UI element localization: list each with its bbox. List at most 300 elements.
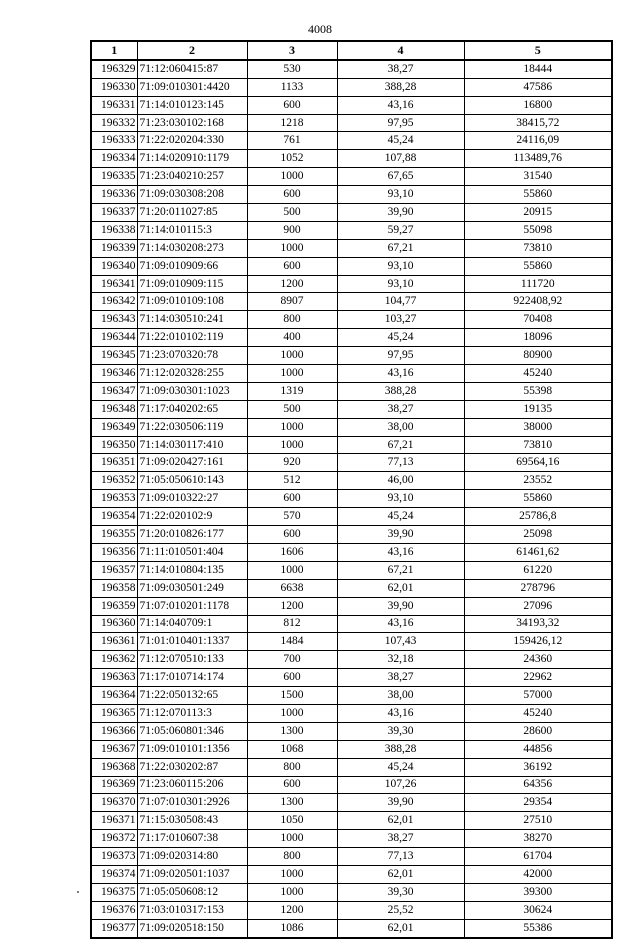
cell-col-5: 55098 — [464, 221, 612, 239]
cell-col-2: 71:14:010804:135 — [137, 561, 247, 579]
cell-col-5: 25786,8 — [464, 508, 612, 526]
cell-col-5: 38415,72 — [464, 114, 612, 132]
cell-col-1: 196361 — [91, 633, 137, 651]
table-row — [91, 543, 612, 561]
cell-col-1: 196356 — [91, 543, 137, 561]
table-row — [91, 347, 612, 365]
cell-col-5: 73810 — [464, 239, 612, 257]
cell-col-4: 388,28 — [337, 78, 464, 96]
cell-col-1: 196354 — [91, 508, 137, 526]
table-row — [91, 454, 612, 472]
cell-col-4: 107,26 — [337, 776, 464, 794]
cell-col-4: 388,28 — [337, 740, 464, 758]
cell-col-4: 39,90 — [337, 526, 464, 544]
cell-col-2: 71:09:020314:80 — [137, 848, 247, 866]
cell-col-1: 196353 — [91, 490, 137, 508]
column-header-4: 4 — [337, 41, 464, 60]
cell-col-2: 71:23:060115:206 — [137, 776, 247, 794]
cell-col-2: 71:09:020427:161 — [137, 454, 247, 472]
table-row — [91, 239, 612, 257]
cell-col-1: 196343 — [91, 311, 137, 329]
cell-col-1: 196368 — [91, 758, 137, 776]
cell-col-4: 97,95 — [337, 347, 464, 365]
cell-col-3: 600 — [247, 186, 337, 204]
cell-col-3: 600 — [247, 257, 337, 275]
cell-col-3: 1200 — [247, 275, 337, 293]
data-table — [90, 40, 613, 939]
cell-col-1: 196360 — [91, 615, 137, 633]
cell-col-3: 1000 — [247, 239, 337, 257]
cell-col-3: 500 — [247, 400, 337, 418]
cell-col-5: 30624 — [464, 901, 612, 919]
column-header-1: 1 — [91, 41, 137, 60]
cell-col-4: 97,95 — [337, 114, 464, 132]
cell-col-5: 47586 — [464, 78, 612, 96]
cell-col-5: 28600 — [464, 722, 612, 740]
cell-col-2: 71:14:030117:410 — [137, 436, 247, 454]
cell-col-1: 196357 — [91, 561, 137, 579]
cell-col-2: 71:17:010607:38 — [137, 830, 247, 848]
cell-col-5: 27096 — [464, 597, 612, 615]
cell-col-3: 6638 — [247, 579, 337, 597]
table-row — [91, 329, 612, 347]
cell-col-2: 71:23:030102:168 — [137, 114, 247, 132]
cell-col-1: 196332 — [91, 114, 137, 132]
cell-col-5: 55398 — [464, 382, 612, 400]
cell-col-4: 77,13 — [337, 454, 464, 472]
cell-col-4: 45,24 — [337, 758, 464, 776]
cell-col-4: 39,30 — [337, 722, 464, 740]
table-row — [91, 186, 612, 204]
cell-col-2: 71:05:050608:12 — [137, 883, 247, 901]
cell-col-2: 71:05:050610:143 — [137, 472, 247, 490]
cell-col-1: 196342 — [91, 293, 137, 311]
cell-col-5: 70408 — [464, 311, 612, 329]
cell-col-3: 1000 — [247, 830, 337, 848]
cell-col-3: 8907 — [247, 293, 337, 311]
cell-col-4: 93,10 — [337, 257, 464, 275]
cell-col-2: 71:12:060415:87 — [137, 60, 247, 78]
cell-col-3: 1000 — [247, 418, 337, 436]
cell-col-4: 107,88 — [337, 150, 464, 168]
table-row — [91, 740, 612, 758]
cell-col-4: 45,24 — [337, 329, 464, 347]
cell-col-1: 196377 — [91, 919, 137, 937]
table-row — [91, 704, 612, 722]
cell-col-3: 530 — [247, 60, 337, 78]
table-row — [91, 633, 612, 651]
table-row — [91, 651, 612, 669]
cell-col-3: 600 — [247, 490, 337, 508]
cell-col-1: 196358 — [91, 579, 137, 597]
cell-col-1: 196329 — [91, 60, 137, 78]
cell-col-1: 196335 — [91, 168, 137, 186]
cell-col-5: 24360 — [464, 651, 612, 669]
cell-col-1: 196365 — [91, 704, 137, 722]
cell-col-1: 196349 — [91, 418, 137, 436]
cell-col-5: 31540 — [464, 168, 612, 186]
cell-col-2: 71:22:020204:330 — [137, 132, 247, 150]
cell-col-5: 64356 — [464, 776, 612, 794]
cell-col-2: 71:12:070113:3 — [137, 704, 247, 722]
cell-col-4: 32,18 — [337, 651, 464, 669]
cell-col-4: 77,13 — [337, 848, 464, 866]
table-row — [91, 848, 612, 866]
cell-col-5: 18096 — [464, 329, 612, 347]
table-row — [91, 490, 612, 508]
cell-col-4: 38,00 — [337, 687, 464, 705]
cell-col-2: 71:01:010401:1337 — [137, 633, 247, 651]
page-number: 4008 — [308, 22, 332, 36]
cell-col-1: 196347 — [91, 382, 137, 400]
table-row — [91, 669, 612, 687]
cell-col-1: 196338 — [91, 221, 137, 239]
cell-col-3: 1068 — [247, 740, 337, 758]
cell-col-2: 71:03:010317:153 — [137, 901, 247, 919]
cell-col-1: 196370 — [91, 794, 137, 812]
cell-col-3: 900 — [247, 221, 337, 239]
table-row — [91, 901, 612, 919]
cell-col-1: 196334 — [91, 150, 137, 168]
cell-col-1: 196366 — [91, 722, 137, 740]
cell-col-5: 23552 — [464, 472, 612, 490]
table-row — [91, 579, 612, 597]
cell-col-5: 45240 — [464, 365, 612, 383]
table-row — [91, 293, 612, 311]
cell-col-1: 196352 — [91, 472, 137, 490]
table-row — [91, 597, 612, 615]
table-row — [91, 168, 612, 186]
cell-col-5: 61220 — [464, 561, 612, 579]
table-row — [91, 365, 612, 383]
table-row — [91, 60, 612, 78]
cell-col-3: 1484 — [247, 633, 337, 651]
table-row — [91, 830, 612, 848]
cell-col-3: 800 — [247, 758, 337, 776]
cell-col-4: 104,77 — [337, 293, 464, 311]
table-row — [91, 883, 612, 901]
cell-col-3: 1606 — [247, 543, 337, 561]
table-row — [91, 275, 612, 293]
cell-col-5: 922408,92 — [464, 293, 612, 311]
cell-col-1: 196330 — [91, 78, 137, 96]
cell-col-4: 93,10 — [337, 490, 464, 508]
cell-col-5: 57000 — [464, 687, 612, 705]
cell-col-1: 196341 — [91, 275, 137, 293]
cell-col-2: 71:09:010322:27 — [137, 490, 247, 508]
cell-col-4: 38,27 — [337, 669, 464, 687]
table-row — [91, 472, 612, 490]
cell-col-2: 71:09:010909:115 — [137, 275, 247, 293]
cell-col-4: 67,21 — [337, 239, 464, 257]
cell-col-1: 196350 — [91, 436, 137, 454]
cell-col-1: 196374 — [91, 865, 137, 883]
cell-col-4: 38,27 — [337, 400, 464, 418]
cell-col-3: 1000 — [247, 168, 337, 186]
cell-col-2: 71:22:020102:9 — [137, 508, 247, 526]
header-row — [91, 41, 612, 60]
cell-col-2: 71:09:010909:66 — [137, 257, 247, 275]
cell-col-2: 71:14:030510:241 — [137, 311, 247, 329]
cell-col-5: 61704 — [464, 848, 612, 866]
cell-col-1: 196333 — [91, 132, 137, 150]
cell-col-5: 38270 — [464, 830, 612, 848]
cell-col-5: 18444 — [464, 60, 612, 78]
cell-col-4: 45,24 — [337, 508, 464, 526]
cell-col-4: 67,21 — [337, 436, 464, 454]
cell-col-5: 22962 — [464, 669, 612, 687]
cell-col-1: 196369 — [91, 776, 137, 794]
cell-col-4: 39,90 — [337, 794, 464, 812]
cell-col-3: 1000 — [247, 365, 337, 383]
table-row — [91, 114, 612, 132]
cell-col-4: 62,01 — [337, 865, 464, 883]
scan-speck — [77, 891, 79, 893]
cell-col-1: 196375 — [91, 883, 137, 901]
cell-col-5: 113489,76 — [464, 150, 612, 168]
cell-col-1: 196351 — [91, 454, 137, 472]
table-row — [91, 865, 612, 883]
cell-col-2: 71:12:070510:133 — [137, 651, 247, 669]
cell-col-5: 55860 — [464, 257, 612, 275]
cell-col-3: 600 — [247, 669, 337, 687]
column-header-2: 2 — [137, 41, 247, 60]
cell-col-4: 38,27 — [337, 60, 464, 78]
cell-col-3: 1050 — [247, 812, 337, 830]
cell-col-1: 196371 — [91, 812, 137, 830]
cell-col-4: 46,00 — [337, 472, 464, 490]
cell-col-2: 71:09:020518:150 — [137, 919, 247, 937]
table-row — [91, 526, 612, 544]
cell-col-3: 512 — [247, 472, 337, 490]
cell-col-3: 600 — [247, 96, 337, 114]
table-row — [91, 508, 612, 526]
cell-col-3: 1218 — [247, 114, 337, 132]
table-row — [91, 78, 612, 96]
cell-col-1: 196363 — [91, 669, 137, 687]
cell-col-4: 93,10 — [337, 275, 464, 293]
cell-col-3: 700 — [247, 651, 337, 669]
cell-col-1: 196345 — [91, 347, 137, 365]
cell-col-1: 196344 — [91, 329, 137, 347]
cell-col-5: 19135 — [464, 400, 612, 418]
table-row — [91, 382, 612, 400]
cell-col-4: 67,65 — [337, 168, 464, 186]
cell-col-3: 600 — [247, 776, 337, 794]
table-row — [91, 132, 612, 150]
cell-col-4: 62,01 — [337, 919, 464, 937]
cell-col-3: 400 — [247, 329, 337, 347]
cell-col-3: 1133 — [247, 78, 337, 96]
cell-col-1: 196364 — [91, 687, 137, 705]
cell-col-4: 43,16 — [337, 543, 464, 561]
cell-col-3: 1300 — [247, 722, 337, 740]
cell-col-4: 38,27 — [337, 830, 464, 848]
cell-col-3: 500 — [247, 204, 337, 222]
table-row — [91, 615, 612, 633]
cell-col-5: 38000 — [464, 418, 612, 436]
cell-col-2: 71:14:020910:1179 — [137, 150, 247, 168]
cell-col-5: 55386 — [464, 919, 612, 937]
cell-col-3: 761 — [247, 132, 337, 150]
cell-col-4: 45,24 — [337, 132, 464, 150]
cell-col-2: 71:09:010109:108 — [137, 293, 247, 311]
cell-col-4: 107,43 — [337, 633, 464, 651]
cell-col-1: 196355 — [91, 526, 137, 544]
cell-col-2: 71:23:070320:78 — [137, 347, 247, 365]
cell-col-3: 920 — [247, 454, 337, 472]
cell-col-4: 38,00 — [337, 418, 464, 436]
table-row — [91, 794, 612, 812]
cell-col-3: 1000 — [247, 883, 337, 901]
cell-col-3: 600 — [247, 526, 337, 544]
cell-col-1: 196372 — [91, 830, 137, 848]
cell-col-5: 29354 — [464, 794, 612, 812]
cell-col-5: 36192 — [464, 758, 612, 776]
cell-col-1: 196336 — [91, 186, 137, 204]
table-row — [91, 919, 612, 937]
cell-col-1: 196376 — [91, 901, 137, 919]
cell-col-1: 196373 — [91, 848, 137, 866]
cell-col-3: 570 — [247, 508, 337, 526]
cell-col-3: 1000 — [247, 436, 337, 454]
table-row — [91, 221, 612, 239]
cell-col-5: 55860 — [464, 490, 612, 508]
cell-col-3: 1200 — [247, 597, 337, 615]
cell-col-2: 71:14:030208:273 — [137, 239, 247, 257]
cell-col-1: 196359 — [91, 597, 137, 615]
cell-col-1: 196337 — [91, 204, 137, 222]
cell-col-2: 71:09:010101:1356 — [137, 740, 247, 758]
cell-col-3: 800 — [247, 848, 337, 866]
table-row — [91, 436, 612, 454]
cell-col-3: 1200 — [247, 901, 337, 919]
cell-col-5: 159426,12 — [464, 633, 612, 651]
table-row — [91, 150, 612, 168]
cell-col-5: 39300 — [464, 883, 612, 901]
table-row — [91, 561, 612, 579]
cell-col-2: 71:17:040202:65 — [137, 400, 247, 418]
cell-col-3: 1000 — [247, 561, 337, 579]
cell-col-2: 71:07:010301:2926 — [137, 794, 247, 812]
table-row — [91, 418, 612, 436]
column-header-5: 5 — [464, 41, 612, 60]
cell-col-5: 45240 — [464, 704, 612, 722]
cell-col-4: 59,27 — [337, 221, 464, 239]
cell-col-2: 71:12:020328:255 — [137, 365, 247, 383]
cell-col-5: 44856 — [464, 740, 612, 758]
cell-col-1: 196362 — [91, 651, 137, 669]
table-row — [91, 311, 612, 329]
cell-col-5: 42000 — [464, 865, 612, 883]
table-row — [91, 776, 612, 794]
cell-col-4: 388,28 — [337, 382, 464, 400]
cell-col-2: 71:22:050132:65 — [137, 687, 247, 705]
cell-col-5: 69564,16 — [464, 454, 612, 472]
cell-col-3: 1500 — [247, 687, 337, 705]
cell-col-3: 1319 — [247, 382, 337, 400]
cell-col-2: 71:20:010826:177 — [137, 526, 247, 544]
cell-col-4: 39,30 — [337, 883, 464, 901]
cell-col-3: 1300 — [247, 794, 337, 812]
table-row — [91, 722, 612, 740]
cell-col-1: 196367 — [91, 740, 137, 758]
cell-col-2: 71:23:040210:257 — [137, 168, 247, 186]
table-row — [91, 687, 612, 705]
cell-col-2: 71:09:020501:1037 — [137, 865, 247, 883]
cell-col-3: 1052 — [247, 150, 337, 168]
cell-col-1: 196340 — [91, 257, 137, 275]
cell-col-5: 16800 — [464, 96, 612, 114]
cell-col-4: 103,27 — [337, 311, 464, 329]
cell-col-2: 71:09:010301:4420 — [137, 78, 247, 96]
cell-col-2: 71:22:030202:87 — [137, 758, 247, 776]
cell-col-1: 196339 — [91, 239, 137, 257]
table-row — [91, 758, 612, 776]
cell-col-5: 80900 — [464, 347, 612, 365]
cell-col-2: 71:20:011027:85 — [137, 204, 247, 222]
cell-col-2: 71:05:060801:346 — [137, 722, 247, 740]
cell-col-3: 1000 — [247, 347, 337, 365]
cell-col-3: 1000 — [247, 865, 337, 883]
cell-col-4: 62,01 — [337, 579, 464, 597]
cell-col-4: 43,16 — [337, 704, 464, 722]
cell-col-4: 39,90 — [337, 204, 464, 222]
table-row — [91, 96, 612, 114]
cell-col-2: 71:15:030508:43 — [137, 812, 247, 830]
cell-col-2: 71:11:010501:404 — [137, 543, 247, 561]
cell-col-4: 43,16 — [337, 615, 464, 633]
cell-col-5: 73810 — [464, 436, 612, 454]
cell-col-4: 39,90 — [337, 597, 464, 615]
cell-col-4: 67,21 — [337, 561, 464, 579]
cell-col-2: 71:22:030506:119 — [137, 418, 247, 436]
table-body — [91, 60, 612, 938]
cell-col-2: 71:22:010102:119 — [137, 329, 247, 347]
table-row — [91, 400, 612, 418]
cell-col-5: 24116,09 — [464, 132, 612, 150]
cell-col-2: 71:09:030501:249 — [137, 579, 247, 597]
cell-col-4: 25,52 — [337, 901, 464, 919]
cell-col-2: 71:14:040709:1 — [137, 615, 247, 633]
cell-col-3: 800 — [247, 311, 337, 329]
cell-col-2: 71:17:010714:174 — [137, 669, 247, 687]
cell-col-5: 20915 — [464, 204, 612, 222]
cell-col-5: 27510 — [464, 812, 612, 830]
cell-col-5: 111720 — [464, 275, 612, 293]
cell-col-1: 196331 — [91, 96, 137, 114]
table-row — [91, 812, 612, 830]
cell-col-2: 71:14:010115:3 — [137, 221, 247, 239]
cell-col-3: 1000 — [247, 704, 337, 722]
table-row — [91, 257, 612, 275]
cell-col-1: 196346 — [91, 365, 137, 383]
cell-col-2: 71:07:010201:1178 — [137, 597, 247, 615]
cell-col-3: 1086 — [247, 919, 337, 937]
cell-col-2: 71:09:030308:208 — [137, 186, 247, 204]
cell-col-2: 71:09:030301:1023 — [137, 382, 247, 400]
cell-col-5: 25098 — [464, 526, 612, 544]
cell-col-2: 71:14:010123:145 — [137, 96, 247, 114]
table-header — [91, 41, 612, 60]
cell-col-5: 55860 — [464, 186, 612, 204]
cell-col-5: 61461,62 — [464, 543, 612, 561]
cell-col-1: 196348 — [91, 400, 137, 418]
cell-col-4: 62,01 — [337, 812, 464, 830]
cell-col-4: 43,16 — [337, 96, 464, 114]
column-header-3: 3 — [247, 41, 337, 60]
cell-col-4: 93,10 — [337, 186, 464, 204]
